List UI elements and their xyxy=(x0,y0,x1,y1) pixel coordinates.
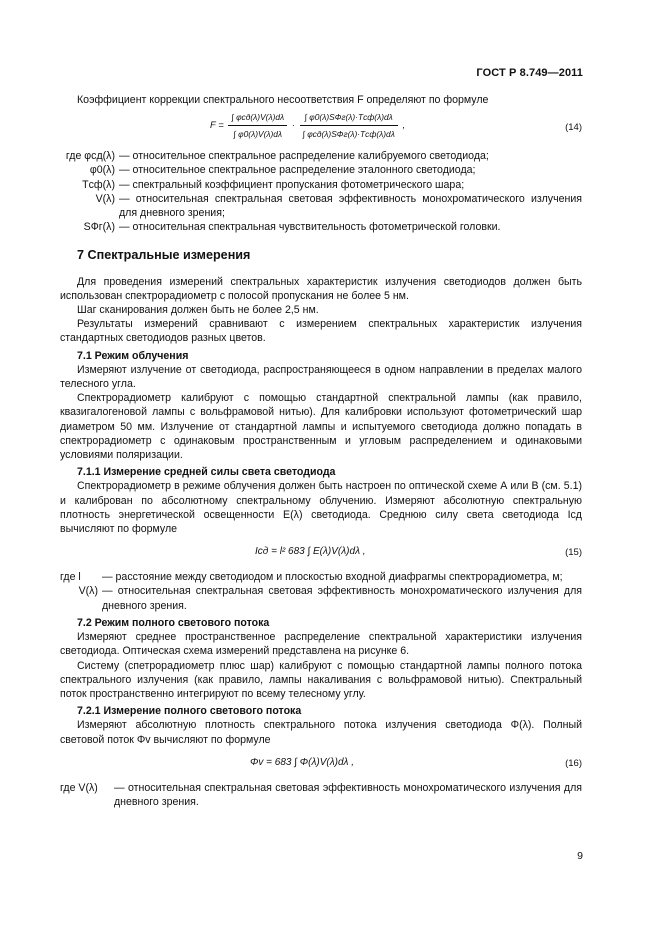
section-7-1-paragraph: Измеряют излучение от светодиода, распространяющееся в одном направлении в пределах малого телесного угла. xyxy=(60,363,582,391)
section-7-1-heading: 7.1 Режим облучения xyxy=(77,349,189,362)
definition-symbol: V(λ) xyxy=(78,585,98,598)
definition-text: — расстояние между светодиодом и плоскостью входной диафрагмы спектрорадиометра, м; xyxy=(102,571,563,584)
definition-row xyxy=(60,178,582,192)
formula-16-number: (16) xyxy=(565,757,582,769)
section-7-1-1-paragraph: Спектрорадиометр в режиме облучения должен быть настроен по оптической схеме А или В (см. 5.1) и калиброван по абсолютному спектральному облучению. Измеряют абсолютную спектральную плотность энергетической освещенности E(λ) светодиода. Среднюю силу света светодиода Iсд вычисляют по формуле xyxy=(60,480,582,536)
intro-line: Коэффициент коррекции спектрального несоответствия F определяют по формуле xyxy=(77,94,489,106)
definition-row xyxy=(60,570,582,584)
formula-15 xyxy=(60,539,582,567)
definition-text: — относительное спектральное распределение эталонного светодиода; xyxy=(119,164,476,177)
section-7-1-1-heading: 7.1.1 Измерение средней силы света светодиода xyxy=(77,466,336,479)
definition-symbol: где l xyxy=(60,571,81,584)
definition-text: — относительное спектральное распределение калибруемого светодиода; xyxy=(119,150,489,163)
definition-text: — относительная спектральная световая эффективность монохроматического излучения для дневного зрения. xyxy=(114,781,582,808)
document-number: ГОСТ Р 8.749—2011 xyxy=(476,67,583,79)
formula-14-number: (14) xyxy=(565,122,582,134)
definition-text: — относительная спектральная чувствительность фотометрической головки. xyxy=(119,221,501,234)
definition-symbol: φ0(λ) xyxy=(89,164,115,177)
definition-text: — относительная спектральная световая эффективность монохроматического излучения для дневного зрения; xyxy=(119,192,582,220)
definition-row xyxy=(60,584,582,612)
formula-15-number: (15) xyxy=(565,547,582,559)
definition-symbol: где φсд(λ) xyxy=(65,150,115,163)
page-number: 9 xyxy=(577,850,583,862)
definitions-15 xyxy=(60,570,582,613)
formula-14-numerator-1: ∫ φсд(λ)V(λ)dλ xyxy=(228,110,287,126)
definitions-14 xyxy=(60,149,582,234)
definition-row xyxy=(60,163,582,177)
section-7-paragraph: Шаг сканирования должен быть не более 2,5 нм. xyxy=(77,304,319,317)
section-7-heading: 7 Спектральные измерения xyxy=(77,248,251,263)
definition-text: — относительная спектральная световая эффективность монохроматического излучения для дневного зрения. xyxy=(102,585,582,612)
formula-14 xyxy=(60,110,582,146)
definition-symbol: SФг(λ) xyxy=(83,221,115,234)
definition-symbol: Tсф(λ) xyxy=(82,178,115,191)
page-content xyxy=(60,93,582,811)
section-7-2-1-heading: 7.2.1 Измерение полного светового потока xyxy=(77,705,302,718)
formula-15-body: Iсд = l² 683 ∫ E(λ)V(λ)dλ , xyxy=(255,546,366,558)
formula-14-dot: · xyxy=(291,120,295,132)
formula-14-denominator-1: ∫ φ0(λ)V(λ)dλ xyxy=(233,129,283,140)
formula-14-fraction-2 xyxy=(300,110,398,141)
definition-row xyxy=(60,192,582,220)
section-7-2-1-paragraph: Измеряют абсолютную плотность спектрального потока излучения светодиода Φ(λ). Полный световой поток Φv вычисляют по формуле xyxy=(60,719,582,746)
definition-symbol: где V(λ) xyxy=(60,781,98,794)
section-7-paragraph: Результаты измерений сравнивают с измерением спектральных характеристик излучения стандартных светодиодов разных цветов. xyxy=(60,318,582,345)
formula-14-body xyxy=(210,110,405,141)
formula-14-denominator-2: ∫ φсд(λ)SФг(λ)·Tсф(λ)dλ xyxy=(302,129,395,140)
section-7-2-paragraph: Измеряют среднее пространственное распределение спектральной характеристики излучения светодиода. Оптическая схема измерений представлена на рисунке 6. xyxy=(60,631,582,658)
formula-14-lhs: F = xyxy=(210,120,224,132)
section-7-2-paragraph: Систему (спетрорадиометр плюс шар) калибруют с помощью стандартной лампы полного потока спектрального излучения (как правило, лампы накаливания с вольфрамовой нитью). Спектральный поток пространственно интегрируют по всему телесному углу. xyxy=(60,659,582,700)
section-7-2-heading: 7.2 Режим полного светового потока xyxy=(77,616,270,629)
formula-16 xyxy=(60,750,582,778)
definition-row xyxy=(60,149,582,163)
formula-16-body: Φv = 683 ∫ Φ(λ)V(λ)dλ , xyxy=(250,756,354,768)
definition-text: — спектральный коэффициент пропускания фотометрического шара; xyxy=(119,178,465,191)
definition-row xyxy=(60,220,582,234)
definitions-16 xyxy=(60,781,582,809)
formula-14-fraction-1 xyxy=(228,110,287,141)
definition-row xyxy=(60,781,582,809)
section-7-1-paragraph: Спектрорадиометр калибруют с помощью стандартной спектральной лампы (как правило, квазигалогеновой лампы с вольфрамовой нитью). Для калибровки используют фотометрический шар диаметром 50 мм. Излучение от стандартной лампы и испытуемого светодиода должно попадать в спектрорадиометр с одинаковым пространственным и угловым распределением и одинаковыми условиями поляризации. xyxy=(60,392,582,462)
definition-symbol: V(λ) xyxy=(95,192,115,205)
formula-14-tail: , xyxy=(402,120,406,132)
section-7-paragraph: Для проведения измерений спектральных характеристик излучения светодиодов должен быть использован спектрорадиометр с полосой пропускания не более 5 нм. xyxy=(60,275,582,302)
formula-14-numerator-2: ∫ φ0(λ)SФг(λ)·Tсф(λ)dλ xyxy=(300,110,398,126)
